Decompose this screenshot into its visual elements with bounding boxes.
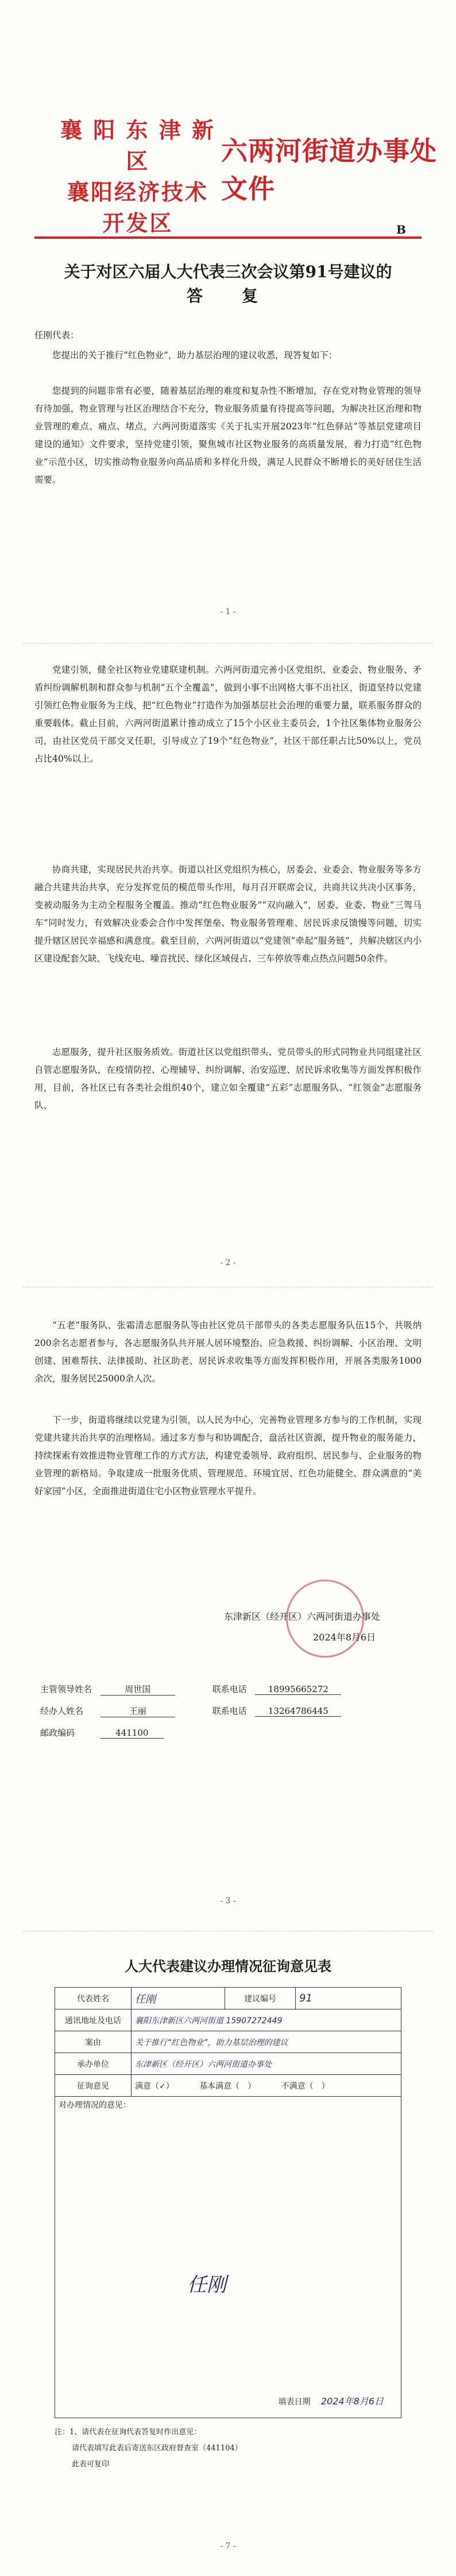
signature-org: 东津新区（经开区）六两河街道办事处: [224, 1611, 381, 1622]
sig-date-label: 填表日期: [278, 2397, 311, 2407]
rep-name: 任刚: [132, 1988, 225, 2009]
zip-value: 441100: [101, 1728, 164, 1739]
form-note-1: 注：1、请代表在征询代表答复时作出意见：: [55, 2428, 202, 2437]
doc-title-line1: 关于对区六届人大代表三次会议第91号建议的: [64, 262, 392, 281]
handler-unit-label: 承办单位: [55, 2053, 132, 2075]
opinion-cell: [55, 2097, 401, 2418]
page-number: - 7 -: [220, 2542, 236, 2551]
opinion-label: 对办理情况的意见：: [59, 2101, 131, 2110]
option-unsatisfied: 不满意（ ）: [281, 2081, 330, 2091]
leader-tel: 18995665272: [255, 1684, 341, 1695]
paragraph: 志愿服务，提升社区服务质效。街道社区以党组织带头、党员带头的形式同物业共同组建社区自管志愿服务队，在疫情防控、心理辅导、纠纷调解、治安巡逻、居民诉求收集等方面发挥积极作用，目前，各社区已有各类社会组织40个，建立如全覆建“五彩”志愿服务队、“红领金”志愿服务队、: [34, 1047, 422, 1111]
option-satisfied: 满意（✓）: [135, 2081, 174, 2091]
paragraph: 您提出的关于推行“红色物业”，助力基层治理的建议收悉，现答复如下：: [52, 350, 338, 360]
letterhead-units: [57, 115, 218, 239]
page-number: - 2 -: [220, 1258, 236, 1267]
subject-value: 关于推行“红色物业”，助力基层治理的建议: [132, 2031, 401, 2053]
document-mark: B: [396, 223, 406, 236]
contact-zip: [40, 1727, 164, 1739]
doc-title-line2: 答 复: [186, 286, 269, 305]
contact-leader: [40, 1683, 341, 1696]
letterhead: [0, 115, 456, 236]
paragraph: 协商共建，实现居民共治共享。街道以社区党组织为核心，居委会、业委会、物业服务等多方融合共建共治共享，充分发挥党员的模范带头作用，每月召开联席会议，共商共议共决小区事务，变被动服务为主动全程服务全覆盖。推动“红色物业服务”“双向融入”，居委、业委、物业“三驾马车”同时发力，有效解决业委会合作中发挥堡垒、物业服务管理难、居民诉求反馈慢等问题，切实提升辖区居民幸福感和满意度。截至目前，六两河街道以“党建领”牵起“服务链”，共解决辖区内小区建设配套欠缺、飞线充电、噪音扰民、绿化区域侵占、三车停放等难点热点问题50余件。: [34, 864, 422, 964]
option-basic: 基本满意（ ）: [199, 2081, 256, 2091]
handler-label: 经办人姓名: [40, 1706, 84, 1716]
paragraph: 党建引领，健全社区物业党建联建机制。六两河街道完善小区党组织、业委会、物业服务、矛盾纠纷调解机制和群众参与机制“五个全覆盖”，做到小事不出网格大事不出社区，街道坚持以党建引领红色物业服务为主线，把“红色物业”打造作为加强基层社会治理的重要力量，联系服务群众的重要载体。截止目前，六两河街道累计推动成立了15个小区业主委员会，1个社区集体物业服务公司，由社区党员干部交叉任职，引导成立了19个“红色物业”，社区干部任职占比50%以上，党员占比40%以上。: [34, 665, 422, 764]
addr-value: 襄阳东津新区六两河街道 15907272449: [132, 2009, 401, 2031]
letterhead-line1: 襄 阳 东 津 新 区: [60, 117, 215, 174]
addr-label: 通讯地址及电话: [55, 2009, 132, 2031]
subject-label: 案由: [55, 2031, 132, 2053]
page-2: [0, 644, 456, 1287]
inquiry-form: [55, 1987, 401, 2418]
form-title: 人大代表建议办理情况征询意见表: [125, 1958, 331, 1974]
salutation: 任刚代表：: [34, 330, 79, 340]
rep-name-label: 代表姓名: [55, 1988, 132, 2009]
handler-tel: 13264786445: [255, 1706, 341, 1717]
letterhead-office: 六两河街道办事处文件: [221, 135, 437, 204]
satisfaction-options: [132, 2075, 401, 2097]
page-number: - 1 -: [220, 607, 236, 616]
sig-date: 2024年8月6日: [320, 2396, 384, 2407]
leader-name: 周世国: [101, 1683, 175, 1696]
handler-name: 王丽: [101, 1705, 175, 1717]
paragraph: “五老”服务队、张霜清志愿服务队等由社区党员干部带头的各类志愿服务队伍15个，共吸纳200余名志愿者参与，各志愿服务队共开展人居环境整治、应急救援、纠纷调解、小区治理、文明创建、困难帮扶、法律援助、社区助老、居民诉求收集等方面发挥积极作用，开展各类服务1000余次，服务居民25000余人次。: [34, 1320, 422, 1384]
handler-unit-value: 东津新区（经开区）六两河街道办事处: [132, 2053, 401, 2075]
suggestion-no: 91: [296, 1988, 401, 2009]
page-3: [0, 1288, 456, 1931]
form-note-3: 此表可复印: [72, 2460, 110, 2469]
page-number: - 3 -: [220, 1896, 236, 1906]
letterhead-line2: 襄阳经济技术开发区: [67, 179, 208, 236]
page-1: [0, 0, 456, 643]
signature-date: 2024年8月6日: [313, 1632, 376, 1643]
paragraph: 下一步，街道将继续以党建为引领，以人民为中心，完善物业管理多方参与的工作机制，实现党建共建共治共享的治理格局。通过多方参与和协调配合，盘活社区资源，提升物业的服务能力，持续探索有效推进物业管理工作的方式方法，构建党委领导、政府组织、居民参与、企业服务的物业管理的新格局。争取建成一批服务优质、管理规范、环境宜居、红色功能健全、群众满意的“美好家园”小区，全面推进街道住宅小区物业管理水平提升。: [34, 1415, 422, 1496]
satisfaction-label: 征询意见: [55, 2075, 132, 2097]
leader-tel-label: 联系电话: [212, 1684, 247, 1694]
check-mark-icon: ✓: [159, 2081, 166, 2091]
sig-date-row: [278, 2394, 384, 2407]
leader-label: 主管领导姓名: [40, 1684, 92, 1694]
letterhead-rule: [34, 236, 422, 239]
suggestion-no-label: 建议编号: [225, 1988, 296, 2009]
form-note-2: 请代表填写此表后寄送东区政府督查室（441104）: [72, 2444, 242, 2453]
page-4: [0, 1932, 456, 2576]
paragraph: 您提到的问题非常有必要，随着基层治理的难度和复杂性不断增加，存在党对物业管理的领导有待加强，物业管理与社区治理结合不充分，物业服务质量有待提高等问题，为解决社区治理和物业管理的难点、痛点、堵点，六两河街道落实《关于扎实开展2023年“红色驿站”等基层党建项目建设的通知》文件要求，坚持党建引领，聚焦城市社区物业服务的高质量发展，着力打造“红色物业”示范小区，切实推动物业服务向高品质和多样化升级，满足人民群众不断增长的美好居住生活需要。: [34, 386, 422, 485]
zip-label: 邮政编码: [40, 1728, 75, 1738]
handler-tel-label: 联系电话: [212, 1706, 247, 1716]
handwritten-signature: 任刚: [187, 2274, 226, 2296]
contact-handler: [40, 1705, 341, 1717]
